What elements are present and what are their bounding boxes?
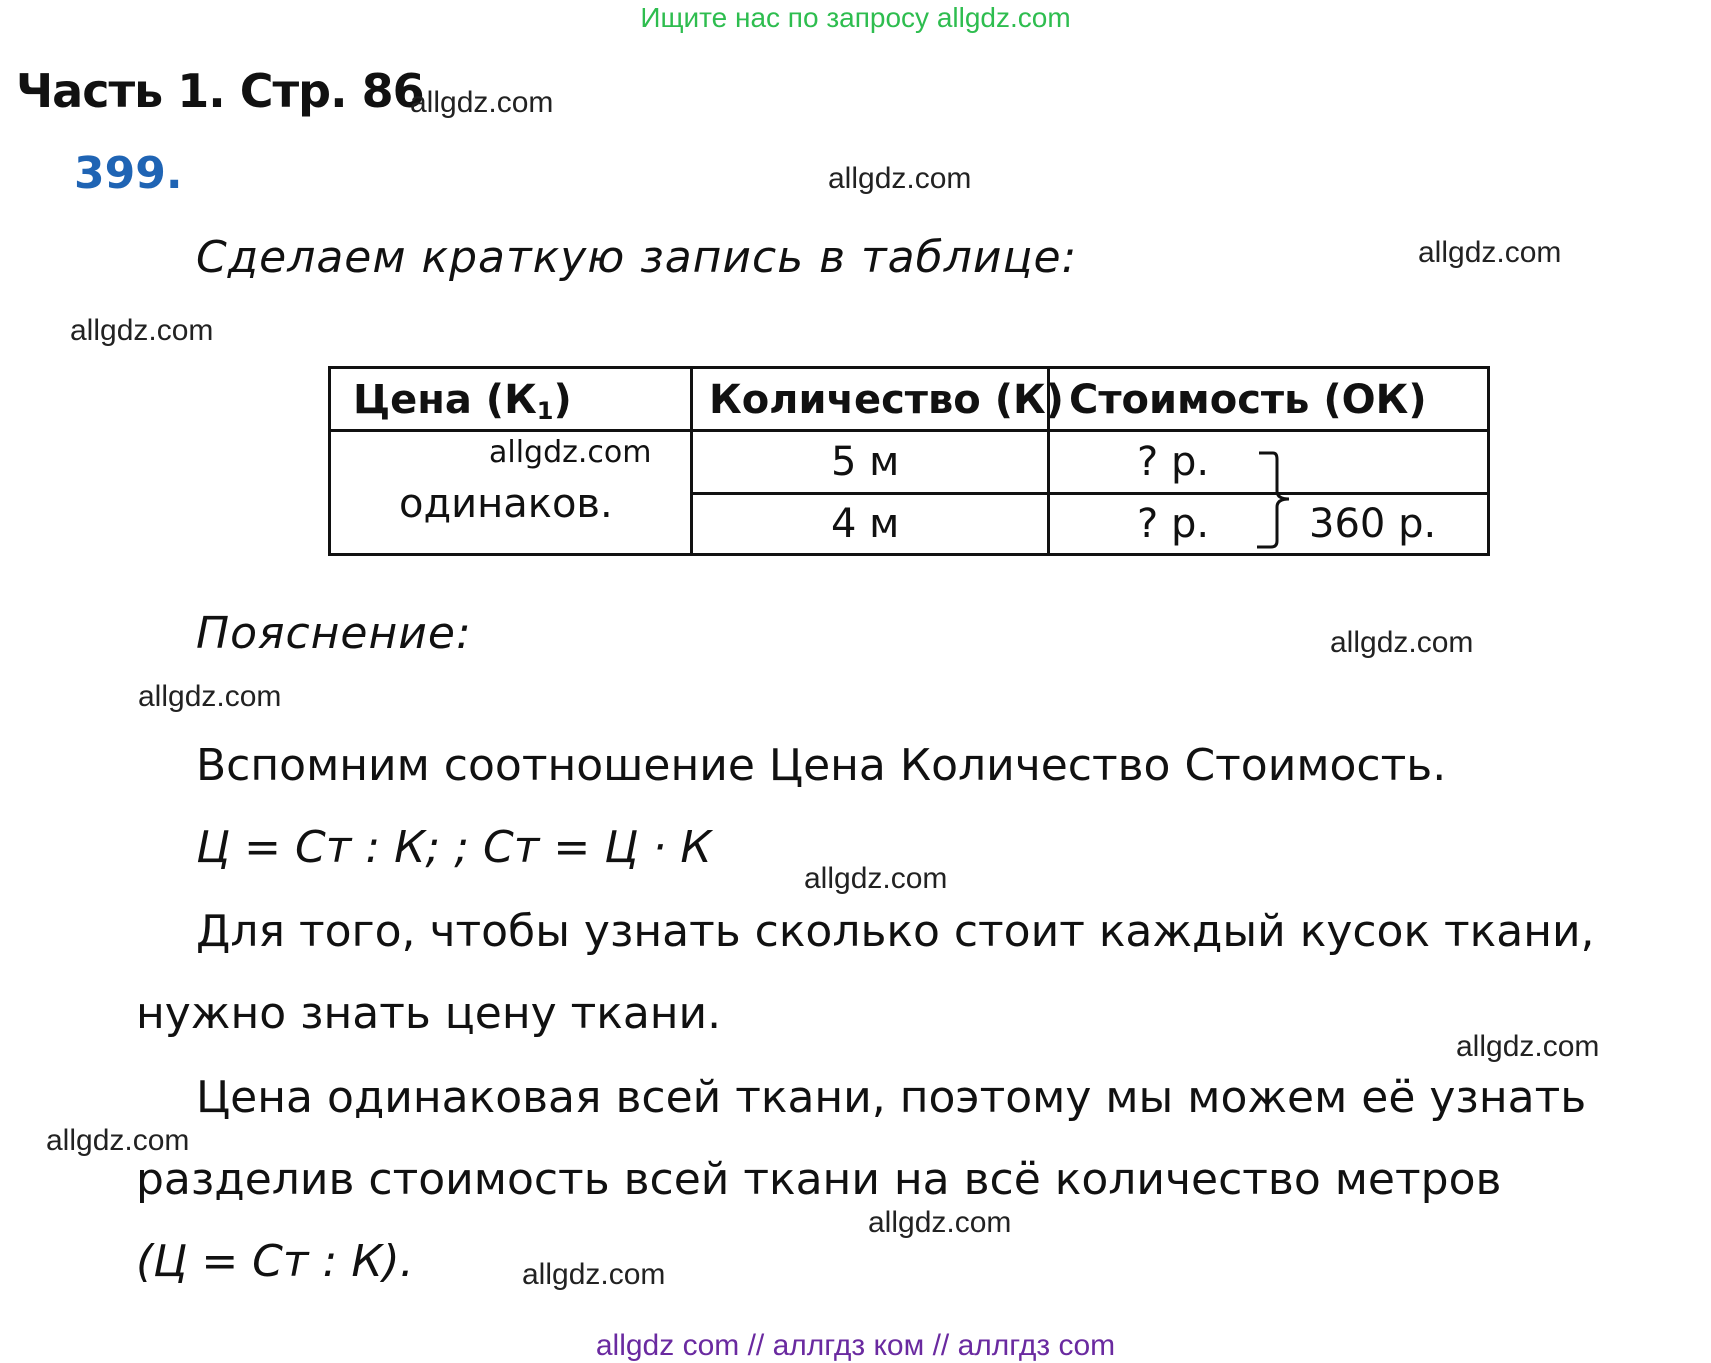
- row1-quantity: 5 м: [831, 439, 900, 485]
- header-price-close: ): [553, 377, 572, 423]
- right-brace-icon: [1249, 451, 1299, 551]
- watermark: allgdz.com: [489, 435, 652, 470]
- text-line-4: разделив стоимость всей ткани на всё количество метров: [136, 1154, 1502, 1205]
- intro-text: Сделаем краткую запись в таблице:: [196, 232, 1078, 283]
- header-price: [353, 377, 572, 425]
- recall-line: Вспомним соотношение Цена Количество Стоимость.: [196, 740, 1447, 791]
- watermark: allgdz.com: [804, 862, 948, 895]
- header-cost: Стоимость (ОК): [1069, 377, 1427, 423]
- row2-quantity: 4 м: [831, 501, 900, 547]
- header-price-label: Цена (К: [353, 377, 537, 423]
- watermark: allgdz.com: [70, 314, 214, 347]
- total-cost: 360 р.: [1309, 501, 1437, 547]
- explanation-label: Пояснение:: [196, 608, 472, 659]
- formulas-line: Ц = Ст : К; ; Ст = Ц · К: [196, 822, 712, 873]
- row1-cost: ? р.: [1137, 439, 1210, 485]
- watermark: allgdz.com: [1456, 1030, 1600, 1063]
- watermark: allgdz.com: [1330, 626, 1474, 659]
- header-price-subscript: 1: [536, 397, 554, 425]
- summary-table: [328, 366, 1490, 556]
- text-line-2: нужно знать цену ткани.: [136, 988, 722, 1039]
- price-value: одинаков.: [399, 481, 613, 527]
- header-quantity: Количество (К): [709, 377, 1064, 423]
- top-banner: Ищите нас по запросу allgdz.com: [640, 2, 1071, 33]
- page-heading: Часть 1. Стр. 86: [16, 64, 424, 118]
- footer-links: allgdz com // аллгдз ком // аллгдз com: [595, 1329, 1116, 1362]
- text-line-3: Цена одинаковая всей ткани, поэтому мы можем её узнать: [196, 1072, 1587, 1123]
- watermark: allgdz.com: [522, 1258, 666, 1291]
- table-divider: [690, 492, 1487, 495]
- task-number: 399.: [74, 148, 183, 199]
- table-divider: [690, 369, 693, 553]
- text-line-5: (Ц = Ст : К).: [136, 1236, 414, 1287]
- watermark: allgdz.com: [828, 162, 972, 195]
- text-line-1: Для того, чтобы узнать сколько стоит каждый кусок ткани,: [196, 906, 1595, 957]
- watermark: allgdz.com: [868, 1206, 1012, 1239]
- watermark: allgdz.com: [1418, 236, 1562, 269]
- watermark: allgdz.com: [46, 1124, 190, 1157]
- table-divider: [331, 429, 1487, 432]
- row2-cost: ? р.: [1137, 501, 1210, 547]
- watermark: allgdz.com: [410, 86, 554, 119]
- watermark: allgdz.com: [138, 680, 282, 713]
